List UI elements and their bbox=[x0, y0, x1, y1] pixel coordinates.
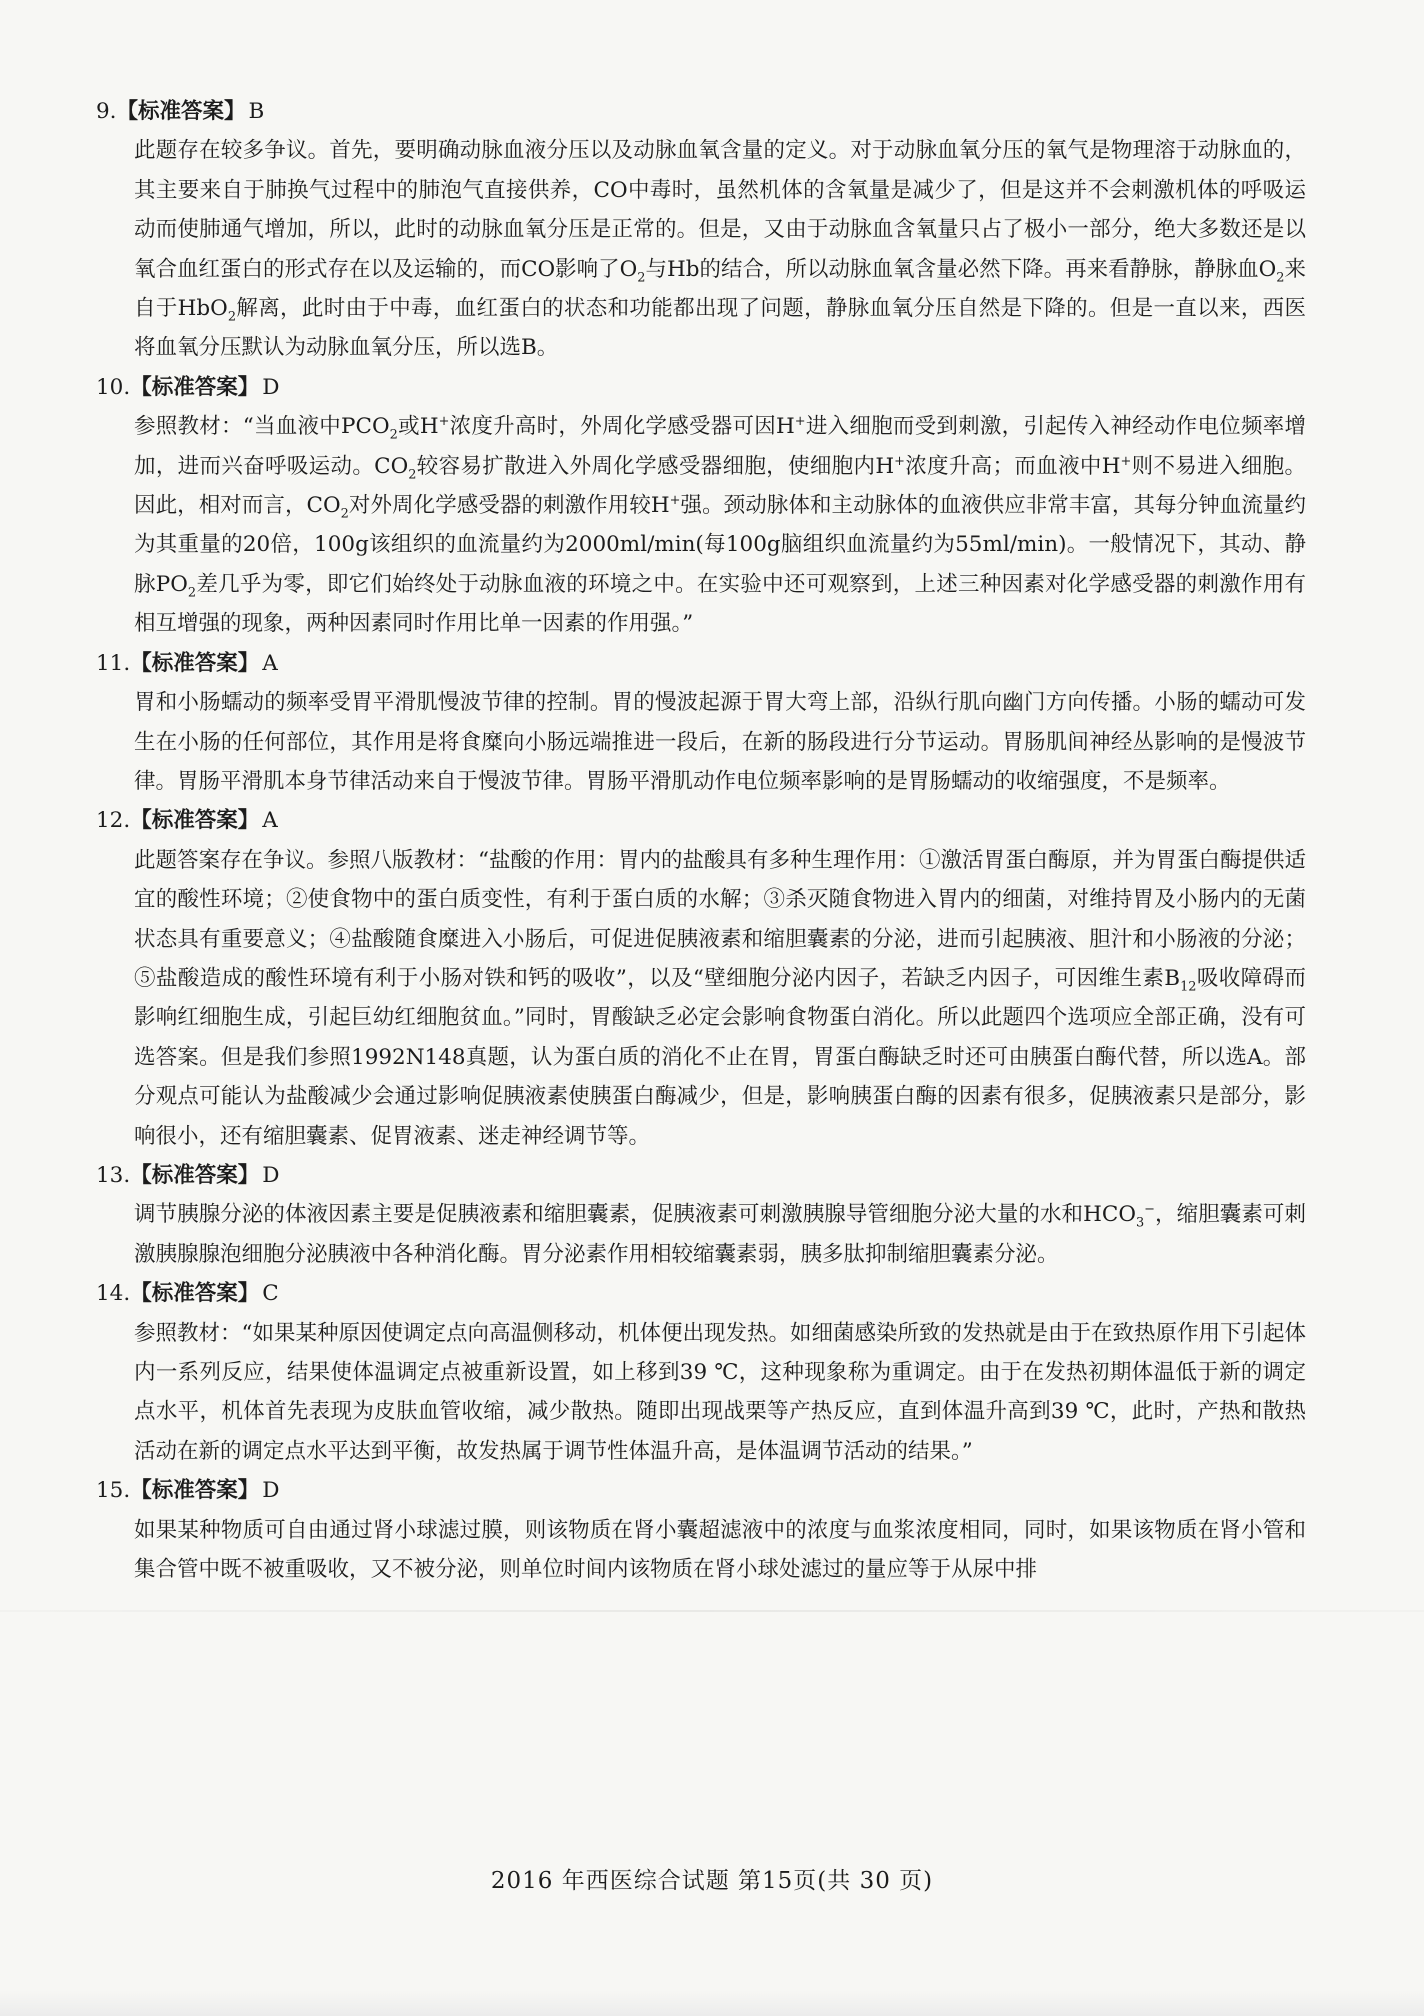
question-explanation: 此题答案存在争议。参照八版教材：“盐酸的作用：胃内的盐酸具有多种生理作用：①激活胃蛋白酶原，并为胃蛋白酶提供适宜的酸性环境；②使食物中的蛋白质变性，有利于蛋白质的水解；③杀灭随食物进入胃内的细菌，对维持胃及小肠内的无菌状态具有重要意义；④盐酸随食糜进入小肠后，可促进促胰液素和缩胆囊素的分泌，进而引起胰液、胆汁和小肠液的分泌；⑤盐酸造成的酸性环境有利于小肠对铁和钙的吸收”，以及“壁细胞分泌内因子，若缺乏内因子，可因维生素$B_{12}$吸收障碍而影响红细胞生成，引起巨幼红细胞贫血。”同时，胃酸缺乏必定会影响食物蛋白消化。所以此题四个选项应全部正确，没有可选答案。但是我们参照1992N148真题，认为蛋白质的消化不止在胃，胃蛋白酶缺乏时还可由胰蛋白酶代替，所以选A。部分观点可能认为盐酸减少会通过影响促胰液素使胰蛋白酶减少，但是，影响胰蛋白酶的因素有很多，促胰液素只是部分，影响很小，还有缩胆囊素、促胃液素、迷走神经调节等。 bbox=[134, 847, 1306, 1149]
question-explanation: 此题存在较多争议。首先，要明确动脉血液分压以及动脉血氧含量的定义。对于动脉血氧分压的氧气是物理溶于动脉血的，其主要来自于肺换气过程中的肺泡气直接供养，CO中毒时，虽然机体的含氧量是减少了，但是这并不会刺激机体的呼吸运动而使肺通气增加，所以，此时的动脉血氧分压是正常的。但是，又由于动脉血含氧量只占了极小一部分，绝大多数还是以氧合血红蛋白的形式存在以及运输的，而CO影响了$O_2$与Hb的结合，所以动脉血氧含量必然下降。再来看静脉，静脉血$O_2$来自于HbO$_2$解离，此时由于中毒，血红蛋白的状态和功能都出现了问题，静脉血氧分压自然是下降的。但是一直以来，西医将血氧分压默认为动脉血氧分压，所以选B。 bbox=[134, 138, 1306, 361]
answer-value: C bbox=[262, 1281, 279, 1307]
question-number: 14. bbox=[96, 1281, 131, 1307]
question-number: 9. bbox=[96, 99, 117, 124]
question-10 bbox=[96, 368, 1306, 644]
answer-label: 【标准答案】 bbox=[130, 650, 260, 676]
question-header bbox=[96, 644, 1306, 683]
question-explanation: 参照教材：“当血液中$PCO_2$或H+浓度升高时，外周化学感受器可因H+进入细胞而受到刺激，引起传入神经动作电位频率增加，进而兴奋呼吸运动。$CO_2$较容易扩散进入外周化学感受器细胞，使细胞内H+浓度升高；而血液中H+则不易进入细胞。因此，相对而言，$CO_2$对外周化学感受器的刺激作用较H+强。颈动脉体和主动脉体的血液供应非常丰富，其每分钟血流量约为其重量的20倍，100g该组织的血流量约为2000ml/min(每100g脑组织血流量约为55ml/min)。一般情况下，其动、静脉$PO_2$差几乎为零，即它们始终处于动脉血液的环境之中。在实验中还可观察到，上述三种因素对化学感受器的刺激作用有相互增强的现象，两种因素同时作用比单一因素的作用强。” bbox=[134, 414, 1306, 637]
answer-value: D bbox=[262, 374, 280, 400]
question-header bbox=[96, 368, 1306, 407]
answer-label: 【标准答案】 bbox=[130, 1162, 260, 1188]
question-header bbox=[96, 1471, 1306, 1510]
question-number: 11. bbox=[96, 650, 131, 676]
scan-bottom-edge bbox=[0, 1990, 1424, 2016]
question-15 bbox=[96, 1471, 1306, 1589]
question-header bbox=[96, 801, 1306, 840]
answer-label: 【标准答案】 bbox=[130, 808, 260, 834]
answer-value: B bbox=[248, 99, 265, 124]
scan-fold-line bbox=[0, 1610, 1424, 1612]
question-13 bbox=[96, 1156, 1306, 1274]
answer-label: 【标准答案】 bbox=[130, 374, 260, 400]
question-header bbox=[96, 1274, 1306, 1313]
question-number: 13. bbox=[96, 1162, 131, 1188]
question-header bbox=[96, 92, 1306, 131]
answer-value: D bbox=[262, 1162, 280, 1188]
answer-label: 【标准答案】 bbox=[116, 99, 246, 124]
answer-value: D bbox=[262, 1478, 280, 1504]
question-header bbox=[96, 1156, 1306, 1195]
answer-value: A bbox=[262, 808, 278, 834]
question-number: 10. bbox=[96, 374, 131, 400]
answer-label: 【标准答案】 bbox=[130, 1281, 260, 1307]
answer-content bbox=[96, 92, 1306, 1589]
question-explanation: 如果某种物质可自由通过肾小球滤过膜，则该物质在肾小囊超滤液中的浓度与血浆浓度相同，同时，如果该物质在肾小管和集合管中既不被重吸收，又不被分泌，则单位时间内该物质在肾小球处滤过的量应等于从尿中排 bbox=[134, 1517, 1306, 1583]
question-number: 12. bbox=[96, 808, 131, 834]
question-12 bbox=[96, 801, 1306, 1156]
question-9 bbox=[96, 92, 1306, 368]
answer-label: 【标准答案】 bbox=[130, 1478, 260, 1504]
question-explanation: 胃和小肠蠕动的频率受胃平滑肌慢波节律的控制。胃的慢波起源于胃大弯上部，沿纵行肌向幽门方向传播。小肠的蠕动可发生在小肠的任何部位，其作用是将食糜向小肠远端推进一段后，在新的肠段进行分节运动。胃肠肌间神经丛影响的是慢波节律。胃肠平滑肌本身节律活动来自于慢波节律。胃肠平滑肌动作电位频率影响的是胃肠蠕动的收缩强度，不是频率。 bbox=[134, 690, 1306, 794]
page-footer: 2016 年西医综合试题 第15页(共 30 页) bbox=[490, 1868, 934, 1894]
question-explanation: 调节胰腺分泌的体液因素主要是促胰液素和缩胆囊素，促胰液素可刺激胰腺导管细胞分泌大量的水和$HCO_3^-$，缩胆囊素可刺激胰腺腺泡细胞分泌胰液中各种消化酶。胃分泌素作用相较缩囊素弱，胰多肽抑制缩胆囊素分泌。 bbox=[134, 1202, 1306, 1267]
answer-value: A bbox=[262, 650, 278, 676]
question-explanation: 参照教材：“如果某种原因使调定点向高温侧移动，机体便出现发热。如细菌感染所致的发热就是由于在致热原作用下引起体内一系列反应，结果使体温调定点被重新设置，如上移到39 ℃，这种现象称为重调定。由于在发热初期体温低于新的调定点水平，机体首先表现为皮肤血管收缩，减少散热。随即出现战栗等产热反应，直到体温升高到39 ℃，此时，产热和散热活动在新的调定点水平达到平衡，故发热属于调节性体温升高，是体温调节活动的结果。” bbox=[134, 1320, 1306, 1464]
question-number: 15. bbox=[96, 1478, 131, 1504]
question-14 bbox=[96, 1274, 1306, 1471]
question-11 bbox=[96, 644, 1306, 802]
